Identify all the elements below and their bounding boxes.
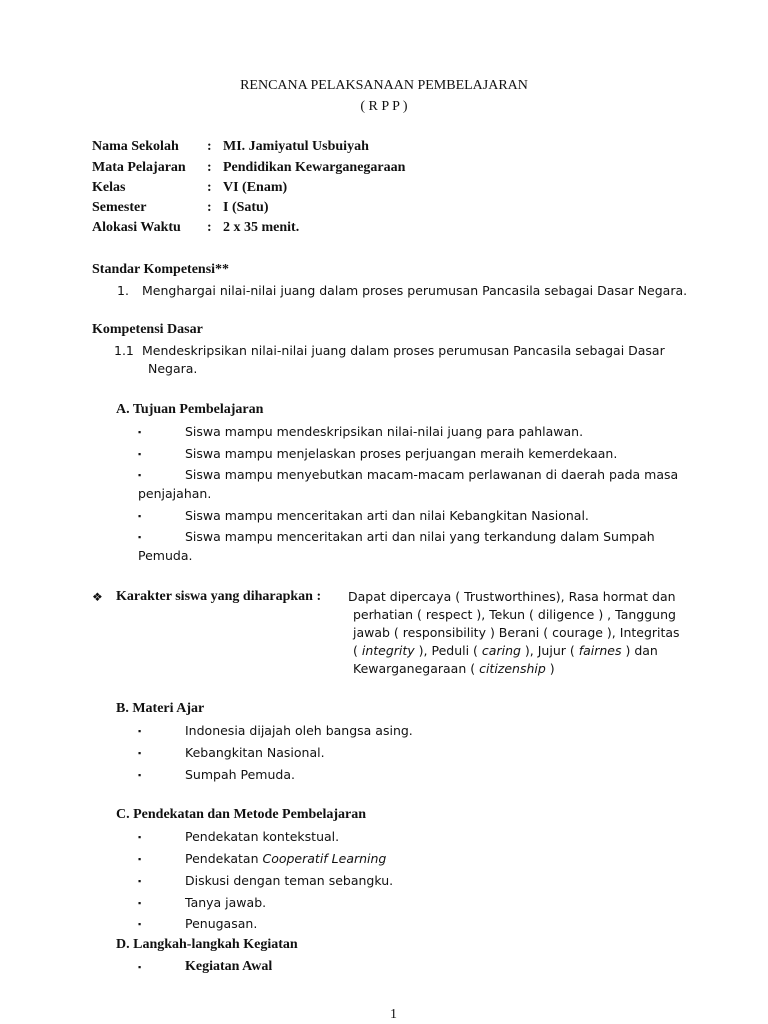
list-item: Pendekatan kontekstual. xyxy=(185,829,340,844)
identity-value: MI. Jamiyatul Usbuiyah xyxy=(223,139,369,154)
karakter-text: perhatian ( respect ), Tekun ( diligence ) , Tanggung xyxy=(353,607,676,622)
identity-colon: : xyxy=(207,139,212,154)
bullet-icon: ▪ xyxy=(138,748,142,758)
identity-colon: : xyxy=(207,160,212,175)
text-span: ( xyxy=(353,643,362,658)
bullet-icon: ▪ xyxy=(138,854,142,864)
bullet-icon: ▪ xyxy=(138,470,142,480)
page-number: 1 xyxy=(390,1007,397,1022)
identity-value: Pendidikan Kewarganegaraan xyxy=(223,160,406,175)
karakter-text xyxy=(353,660,555,678)
list-item: Penugasan. xyxy=(185,916,258,931)
kompetensi-heading: Kompetensi Dasar xyxy=(92,322,203,337)
list-item xyxy=(185,850,386,868)
list-item: Kegiatan Awal xyxy=(185,959,273,974)
identity-label: Mata Pelajaran xyxy=(92,160,186,175)
identity-colon: : xyxy=(207,200,212,215)
identity-label: Alokasi Waktu xyxy=(92,220,181,235)
karakter-text: Dapat dipercaya ( Trustworthines), Rasa hormat dan xyxy=(348,589,676,604)
list-item: Siswa mampu menyebutkan macam-macam perlawanan di daerah pada masa xyxy=(185,467,679,482)
list-item: Siswa mampu mendeskripsikan nilai-nilai juang para pahlawan. xyxy=(185,424,584,439)
bullet-icon: ▪ xyxy=(138,427,142,437)
karakter-text: jawab ( responsibility ) Berani ( courage ), Integritas xyxy=(353,625,680,640)
kompetensi-text: Negara. xyxy=(148,361,198,376)
identity-value: 2 x 35 menit. xyxy=(223,220,300,235)
bullet-icon: ▪ xyxy=(138,876,142,886)
text-span: ), Jujur ( xyxy=(520,643,579,658)
bullet-icon: ▪ xyxy=(138,449,142,459)
karakter-label: Karakter siswa yang diharapkan : xyxy=(116,589,322,604)
list-item: Sumpah Pemuda. xyxy=(185,767,295,782)
langkah-heading: D. Langkah-langkah Kegiatan xyxy=(116,937,298,952)
kompetensi-text: Mendeskripsikan nilai-nilai juang dalam proses perumusan Pancasila sebagai Dasar xyxy=(142,343,665,358)
pendekatan-heading: C. Pendekatan dan Metode Pembelajaran xyxy=(116,807,367,822)
standar-heading: Standar Kompetensi** xyxy=(92,262,230,277)
identity-value: VI (Enam) xyxy=(223,180,288,195)
identity-colon: : xyxy=(207,180,212,195)
identity-label: Nama Sekolah xyxy=(92,139,179,154)
standar-text: Menghargai nilai-nilai juang dalam proses perumusan Pancasila sebagai Dasar Negara. xyxy=(142,283,688,298)
list-item: Diskusi dengan teman sebangku. xyxy=(185,873,394,888)
list-item: Indonesia dijajah oleh bangsa asing. xyxy=(185,723,413,738)
text-span: Kewarganegaraan ( xyxy=(353,661,480,676)
list-item: Siswa mampu menceritakan arti dan nilai yang terkandung dalam Sumpah xyxy=(185,529,655,544)
bullet-icon: ▪ xyxy=(138,832,142,842)
text-span: ), Peduli ( xyxy=(414,643,482,658)
identity-colon: : xyxy=(207,220,212,235)
bullet-icon: ▪ xyxy=(138,532,142,542)
bullet-icon: ▪ xyxy=(138,511,142,521)
karakter-text xyxy=(353,642,658,660)
list-item: Siswa mampu menjelaskan proses perjuangan meraih kemerdekaan. xyxy=(185,446,618,461)
identity-value: I (Satu) xyxy=(223,200,269,215)
list-item-continuation: Pemuda. xyxy=(138,548,193,563)
bullet-icon: ▪ xyxy=(138,962,142,972)
document-title: RENCANA PELAKSANAAN PEMBELAJARAN xyxy=(240,78,528,93)
text-span: ) dan xyxy=(621,643,658,658)
text-span: caring xyxy=(481,643,521,658)
bullet-icon: ▪ xyxy=(138,726,142,736)
text-span: Cooperatif Learning xyxy=(262,851,387,866)
text-span: Pendekatan xyxy=(185,851,263,866)
list-item: Kebangkitan Nasional. xyxy=(185,745,325,760)
diamond-bullet-icon: ❖ xyxy=(92,590,103,604)
bullet-icon: ▪ xyxy=(138,770,142,780)
bullet-icon: ▪ xyxy=(138,898,142,908)
list-item: Tanya jawab. xyxy=(185,895,267,910)
bullet-icon: ▪ xyxy=(138,919,142,929)
materi-heading: B. Materi Ajar xyxy=(116,701,205,716)
kompetensi-number: 1.1 xyxy=(114,343,134,358)
text-span: citizenship xyxy=(479,661,546,676)
text-span: fairnes xyxy=(578,643,622,658)
standar-number: 1. xyxy=(117,283,129,298)
identity-label: Semester xyxy=(92,200,147,215)
document-subtitle: ( R P P ) xyxy=(360,99,408,114)
text-span: ) xyxy=(545,661,555,676)
identity-label: Kelas xyxy=(92,180,126,195)
tujuan-heading: A. Tujuan Pembelajaran xyxy=(116,402,264,417)
list-item: Siswa mampu menceritakan arti dan nilai Kebangkitan Nasional. xyxy=(185,508,589,523)
text-span: integrity xyxy=(361,643,415,658)
list-item-continuation: penjajahan. xyxy=(138,486,212,501)
